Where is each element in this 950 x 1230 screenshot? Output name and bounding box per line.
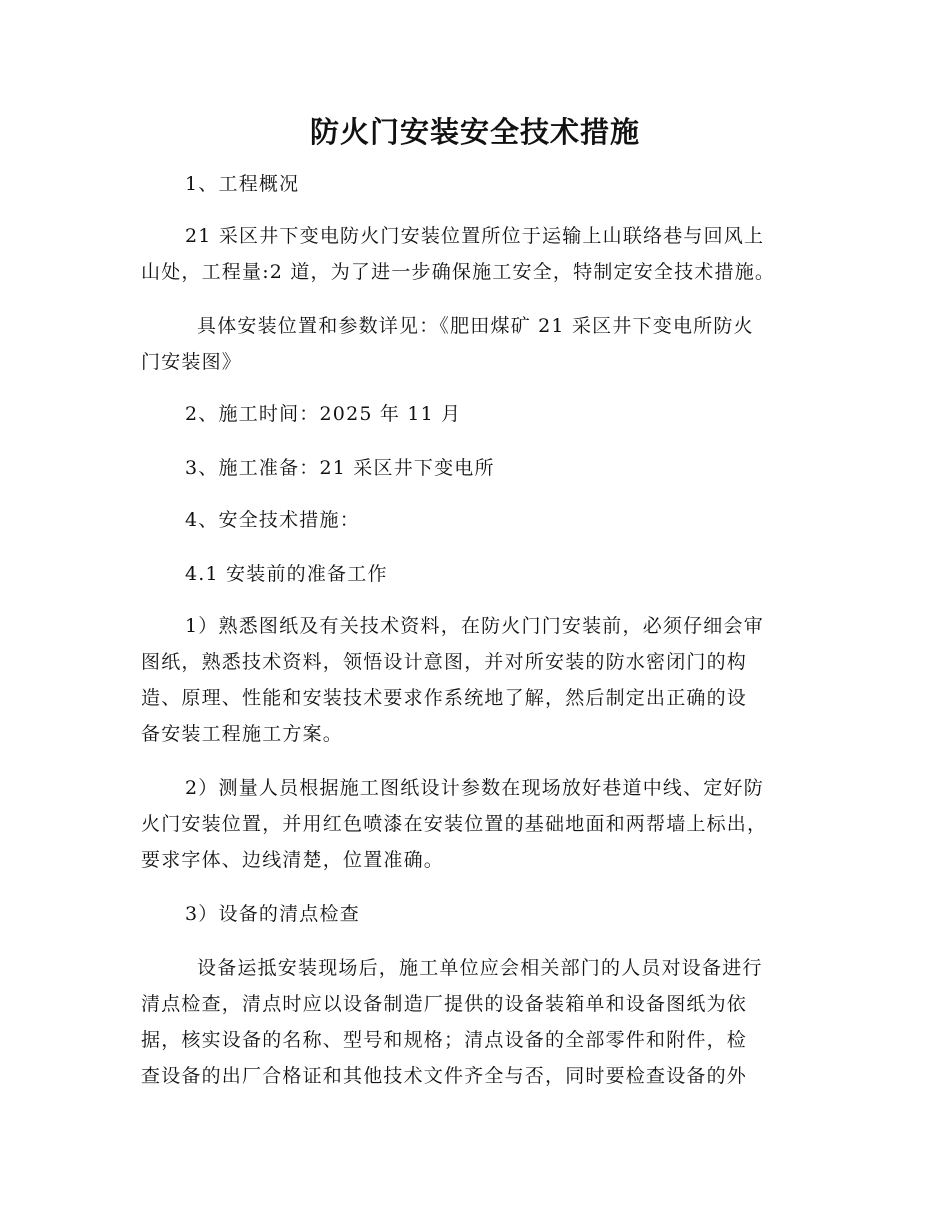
text-line: 图纸，熟悉技术资料，领悟设计意图，并对所安装的防水密闭门的构 (141, 651, 748, 673)
text-line: 3）设备的清点检查 (185, 903, 360, 925)
document-title: 防火门安装安全技术措施 (309, 115, 640, 149)
text-line: 21 采区井下变电防火门安装位置所位于运输上山联络巷与回风上 (185, 225, 765, 247)
text-line: 1）熟悉图纸及有关技术资料，在防火门门安装前，必须仔细会审 (185, 615, 764, 637)
text-line: 2、施工时间：2025 年 11 月 (185, 403, 462, 425)
text-line: 查设备的出厂合格证和其他技术文件齐全与否，同时要检查设备的外 (141, 1065, 748, 1087)
text-line: 设备运抵安装现场后，施工单位应会相关部门的人员对设备进行 (197, 957, 763, 979)
text-line: 4.1 安装前的准备工作 (185, 563, 388, 585)
text-line: 要求字体、边线清楚，位置准确。 (141, 849, 445, 871)
text-line: 具体安装位置和参数详见：《肥田煤矿 21 采区井下变电所防火 (197, 315, 754, 337)
text-line: 门安装图》 (141, 351, 243, 373)
text-line: 造、原理、性能和安装技术要求作系统地了解，然后制定出正确的设 (141, 687, 748, 709)
text-line: 山处，工程量:2 道，为了进一步确保施工安全，特制定安全技术措施。 (141, 261, 776, 283)
text-line: 火门安装位置，并用红色喷漆在安装位置的基础地面和两帮墙上标出， (141, 813, 768, 835)
text-line: 备安装工程施工方案。 (141, 723, 344, 745)
text-line: 3、施工准备：21 采区井下变电所 (185, 457, 495, 479)
text-line: 据，核实设备的名称、型号和规格；清点设备的全部零件和附件，检 (141, 1029, 748, 1051)
text-line: 4、安全技术措施： (185, 509, 360, 531)
text-line: 2）测量人员根据施工图纸设计参数在现场放好巷道中线、定好防 (185, 777, 764, 799)
text-line: 清点检查，清点时应以设备制造厂提供的设备装箱单和设备图纸为依 (141, 993, 748, 1015)
text-line: 1、工程概况 (185, 173, 300, 195)
